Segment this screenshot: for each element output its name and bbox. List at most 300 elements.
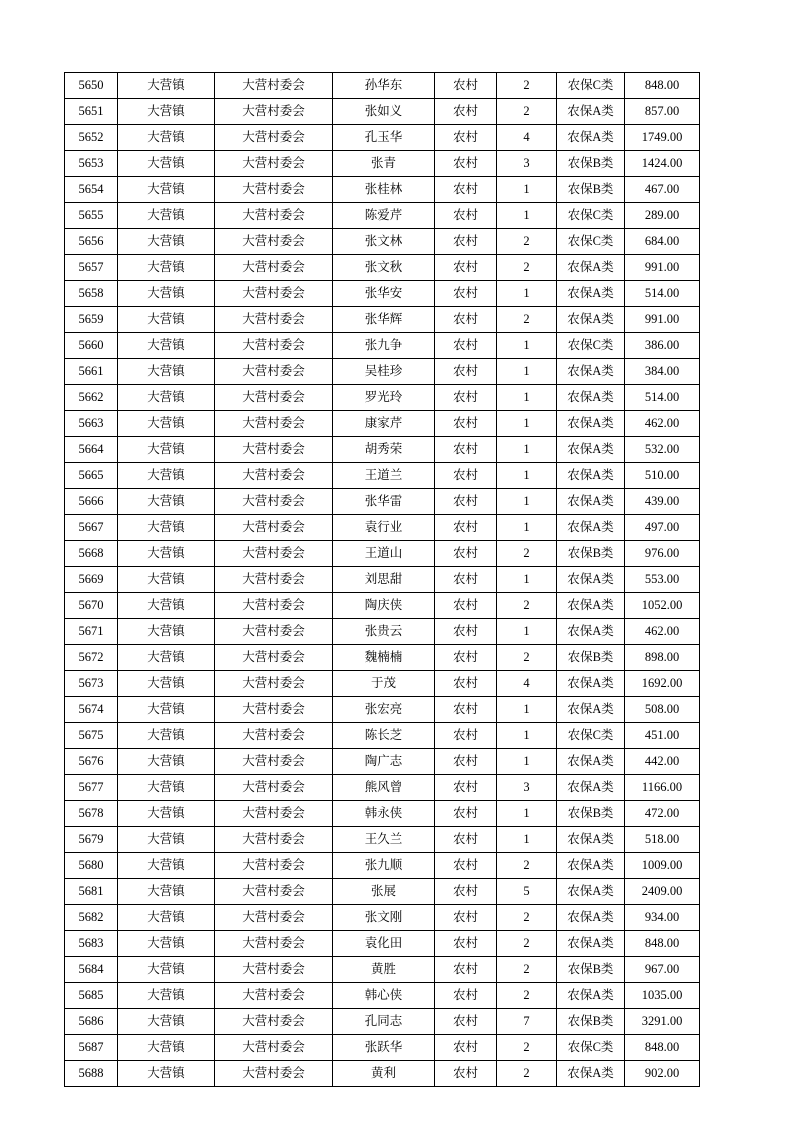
cell-residence-type: 农村	[435, 775, 497, 801]
cell-name: 张贵云	[333, 619, 435, 645]
cell-amount: 1052.00	[625, 593, 700, 619]
cell-village-committee: 大营村委会	[215, 411, 333, 437]
cell-town: 大营镇	[118, 281, 215, 307]
cell-town: 大营镇	[118, 671, 215, 697]
cell-town: 大营镇	[118, 411, 215, 437]
cell-residence-type: 农村	[435, 619, 497, 645]
cell-insurance-category: 农保A类	[557, 879, 625, 905]
cell-town: 大营镇	[118, 983, 215, 1009]
cell-person-count: 2	[497, 931, 557, 957]
cell-person-count: 1	[497, 723, 557, 749]
cell-residence-type: 农村	[435, 229, 497, 255]
cell-name: 张跃华	[333, 1035, 435, 1061]
cell-residence-type: 农村	[435, 411, 497, 437]
cell-residence-type: 农村	[435, 359, 497, 385]
cell-name: 王久兰	[333, 827, 435, 853]
cell-village-committee: 大营村委会	[215, 359, 333, 385]
cell-name: 张桂林	[333, 177, 435, 203]
table-row	[65, 99, 700, 125]
cell-town: 大营镇	[118, 385, 215, 411]
cell-serial-number: 5678	[65, 801, 118, 827]
cell-amount: 991.00	[625, 255, 700, 281]
cell-person-count: 2	[497, 229, 557, 255]
cell-town: 大营镇	[118, 463, 215, 489]
cell-residence-type: 农村	[435, 879, 497, 905]
cell-town: 大营镇	[118, 229, 215, 255]
cell-amount: 848.00	[625, 73, 700, 99]
cell-town: 大营镇	[118, 567, 215, 593]
cell-village-committee: 大营村委会	[215, 385, 333, 411]
cell-person-count: 1	[497, 515, 557, 541]
cell-insurance-category: 农保A类	[557, 619, 625, 645]
cell-village-committee: 大营村委会	[215, 463, 333, 489]
cell-insurance-category: 农保A类	[557, 567, 625, 593]
cell-serial-number: 5655	[65, 203, 118, 229]
cell-serial-number: 5659	[65, 307, 118, 333]
cell-serial-number: 5688	[65, 1061, 118, 1087]
cell-amount: 462.00	[625, 411, 700, 437]
cell-name: 刘思甜	[333, 567, 435, 593]
cell-residence-type: 农村	[435, 1035, 497, 1061]
cell-town: 大营镇	[118, 931, 215, 957]
cell-residence-type: 农村	[435, 853, 497, 879]
cell-serial-number: 5667	[65, 515, 118, 541]
cell-serial-number: 5686	[65, 1009, 118, 1035]
cell-amount: 1424.00	[625, 151, 700, 177]
cell-insurance-category: 农保A类	[557, 905, 625, 931]
cell-village-committee: 大营村委会	[215, 775, 333, 801]
cell-insurance-category: 农保C类	[557, 333, 625, 359]
cell-serial-number: 5683	[65, 931, 118, 957]
cell-town: 大营镇	[118, 151, 215, 177]
cell-amount: 467.00	[625, 177, 700, 203]
table-row	[65, 1061, 700, 1087]
cell-insurance-category: 农保C类	[557, 203, 625, 229]
cell-name: 熊风曾	[333, 775, 435, 801]
table-row	[65, 281, 700, 307]
cell-town: 大营镇	[118, 723, 215, 749]
cell-insurance-category: 农保A类	[557, 411, 625, 437]
cell-residence-type: 农村	[435, 541, 497, 567]
cell-insurance-category: 农保A类	[557, 125, 625, 151]
cell-person-count: 1	[497, 333, 557, 359]
cell-name: 张华安	[333, 281, 435, 307]
cell-amount: 1035.00	[625, 983, 700, 1009]
cell-amount: 508.00	[625, 697, 700, 723]
table-row	[65, 905, 700, 931]
cell-serial-number: 5653	[65, 151, 118, 177]
cell-residence-type: 农村	[435, 203, 497, 229]
cell-name: 王道山	[333, 541, 435, 567]
cell-village-committee: 大营村委会	[215, 957, 333, 983]
cell-person-count: 1	[497, 567, 557, 593]
cell-name: 张宏亮	[333, 697, 435, 723]
cell-residence-type: 农村	[435, 99, 497, 125]
cell-residence-type: 农村	[435, 1009, 497, 1035]
cell-residence-type: 农村	[435, 645, 497, 671]
cell-serial-number: 5666	[65, 489, 118, 515]
table-row	[65, 333, 700, 359]
cell-town: 大营镇	[118, 99, 215, 125]
cell-person-count: 1	[497, 827, 557, 853]
cell-serial-number: 5670	[65, 593, 118, 619]
table-row	[65, 723, 700, 749]
cell-name: 袁行业	[333, 515, 435, 541]
cell-amount: 848.00	[625, 1035, 700, 1061]
cell-serial-number: 5651	[65, 99, 118, 125]
table-row	[65, 931, 700, 957]
cell-serial-number: 5671	[65, 619, 118, 645]
cell-insurance-category: 农保B类	[557, 645, 625, 671]
table-row	[65, 567, 700, 593]
table-row	[65, 385, 700, 411]
cell-serial-number: 5677	[65, 775, 118, 801]
cell-person-count: 1	[497, 801, 557, 827]
cell-name: 张九争	[333, 333, 435, 359]
cell-person-count: 2	[497, 541, 557, 567]
table-row	[65, 125, 700, 151]
cell-town: 大营镇	[118, 879, 215, 905]
cell-amount: 684.00	[625, 229, 700, 255]
cell-amount: 934.00	[625, 905, 700, 931]
cell-town: 大营镇	[118, 801, 215, 827]
cell-amount: 442.00	[625, 749, 700, 775]
table-row	[65, 671, 700, 697]
cell-serial-number: 5684	[65, 957, 118, 983]
table-row	[65, 983, 700, 1009]
cell-person-count: 1	[497, 177, 557, 203]
cell-village-committee: 大营村委会	[215, 1035, 333, 1061]
cell-village-committee: 大营村委会	[215, 801, 333, 827]
table-row	[65, 645, 700, 671]
cell-name: 王道兰	[333, 463, 435, 489]
cell-village-committee: 大营村委会	[215, 333, 333, 359]
cell-village-committee: 大营村委会	[215, 489, 333, 515]
cell-name: 陈长芝	[333, 723, 435, 749]
cell-village-committee: 大营村委会	[215, 879, 333, 905]
cell-town: 大营镇	[118, 437, 215, 463]
cell-insurance-category: 农保A类	[557, 463, 625, 489]
cell-name: 张九顺	[333, 853, 435, 879]
cell-person-count: 2	[497, 1061, 557, 1087]
table-row	[65, 879, 700, 905]
table-row	[65, 1035, 700, 1061]
cell-insurance-category: 农保B类	[557, 177, 625, 203]
cell-residence-type: 农村	[435, 983, 497, 1009]
cell-residence-type: 农村	[435, 957, 497, 983]
cell-village-committee: 大营村委会	[215, 1061, 333, 1087]
cell-village-committee: 大营村委会	[215, 1009, 333, 1035]
cell-village-committee: 大营村委会	[215, 151, 333, 177]
cell-village-committee: 大营村委会	[215, 515, 333, 541]
cell-insurance-category: 农保A类	[557, 827, 625, 853]
cell-serial-number: 5685	[65, 983, 118, 1009]
cell-town: 大营镇	[118, 73, 215, 99]
cell-town: 大营镇	[118, 905, 215, 931]
cell-residence-type: 农村	[435, 515, 497, 541]
cell-name: 黄利	[333, 1061, 435, 1087]
cell-insurance-category: 农保A类	[557, 255, 625, 281]
cell-serial-number: 5660	[65, 333, 118, 359]
cell-amount: 451.00	[625, 723, 700, 749]
cell-town: 大营镇	[118, 1035, 215, 1061]
cell-person-count: 1	[497, 697, 557, 723]
cell-name: 罗光玲	[333, 385, 435, 411]
cell-insurance-category: 农保A类	[557, 307, 625, 333]
cell-name: 孔玉华	[333, 125, 435, 151]
cell-serial-number: 5682	[65, 905, 118, 931]
cell-amount: 497.00	[625, 515, 700, 541]
cell-name: 韩心侠	[333, 983, 435, 1009]
table-row	[65, 957, 700, 983]
cell-insurance-category: 农保A类	[557, 671, 625, 697]
cell-insurance-category: 农保A类	[557, 775, 625, 801]
cell-amount: 991.00	[625, 307, 700, 333]
cell-name: 张华雷	[333, 489, 435, 515]
cell-insurance-category: 农保C类	[557, 73, 625, 99]
table-row	[65, 307, 700, 333]
cell-serial-number: 5687	[65, 1035, 118, 1061]
cell-name: 张青	[333, 151, 435, 177]
cell-amount: 976.00	[625, 541, 700, 567]
cell-residence-type: 农村	[435, 1061, 497, 1087]
cell-residence-type: 农村	[435, 905, 497, 931]
cell-amount: 514.00	[625, 385, 700, 411]
cell-name: 韩永侠	[333, 801, 435, 827]
table-row	[65, 255, 700, 281]
cell-amount: 518.00	[625, 827, 700, 853]
cell-village-committee: 大营村委会	[215, 983, 333, 1009]
cell-amount: 439.00	[625, 489, 700, 515]
cell-town: 大营镇	[118, 697, 215, 723]
cell-residence-type: 农村	[435, 177, 497, 203]
cell-village-committee: 大营村委会	[215, 281, 333, 307]
cell-person-count: 3	[497, 775, 557, 801]
cell-village-committee: 大营村委会	[215, 567, 333, 593]
cell-residence-type: 农村	[435, 151, 497, 177]
cell-person-count: 1	[497, 359, 557, 385]
cell-person-count: 1	[497, 749, 557, 775]
cell-serial-number: 5668	[65, 541, 118, 567]
cell-serial-number: 5674	[65, 697, 118, 723]
cell-village-committee: 大营村委会	[215, 229, 333, 255]
table-row	[65, 541, 700, 567]
cell-residence-type: 农村	[435, 801, 497, 827]
cell-town: 大营镇	[118, 125, 215, 151]
cell-town: 大营镇	[118, 593, 215, 619]
table-row	[65, 359, 700, 385]
cell-village-committee: 大营村委会	[215, 203, 333, 229]
cell-village-committee: 大营村委会	[215, 905, 333, 931]
cell-person-count: 2	[497, 593, 557, 619]
cell-insurance-category: 农保A类	[557, 853, 625, 879]
cell-insurance-category: 农保B类	[557, 957, 625, 983]
cell-village-committee: 大营村委会	[215, 619, 333, 645]
table-row	[65, 437, 700, 463]
cell-amount: 2409.00	[625, 879, 700, 905]
cell-insurance-category: 农保B类	[557, 541, 625, 567]
cell-amount: 289.00	[625, 203, 700, 229]
cell-name: 张华辉	[333, 307, 435, 333]
cell-town: 大营镇	[118, 489, 215, 515]
cell-insurance-category: 农保A类	[557, 489, 625, 515]
cell-amount: 472.00	[625, 801, 700, 827]
cell-village-committee: 大营村委会	[215, 697, 333, 723]
cell-insurance-category: 农保B类	[557, 151, 625, 177]
cell-name: 陈爱芹	[333, 203, 435, 229]
cell-amount: 386.00	[625, 333, 700, 359]
cell-name: 袁化田	[333, 931, 435, 957]
cell-village-committee: 大营村委会	[215, 853, 333, 879]
table-row	[65, 515, 700, 541]
cell-amount: 1009.00	[625, 853, 700, 879]
cell-name: 张文刚	[333, 905, 435, 931]
cell-amount: 1692.00	[625, 671, 700, 697]
cell-serial-number: 5681	[65, 879, 118, 905]
cell-person-count: 2	[497, 73, 557, 99]
table-row	[65, 229, 700, 255]
cell-insurance-category: 农保C类	[557, 723, 625, 749]
cell-town: 大营镇	[118, 957, 215, 983]
cell-serial-number: 5664	[65, 437, 118, 463]
cell-person-count: 1	[497, 203, 557, 229]
cell-village-committee: 大营村委会	[215, 73, 333, 99]
cell-amount: 967.00	[625, 957, 700, 983]
cell-person-count: 2	[497, 645, 557, 671]
table-row	[65, 801, 700, 827]
cell-person-count: 2	[497, 957, 557, 983]
cell-name: 吴桂珍	[333, 359, 435, 385]
cell-residence-type: 农村	[435, 255, 497, 281]
table-row	[65, 827, 700, 853]
cell-serial-number: 5680	[65, 853, 118, 879]
cell-name: 胡秀荣	[333, 437, 435, 463]
cell-amount: 1749.00	[625, 125, 700, 151]
cell-person-count: 1	[497, 281, 557, 307]
cell-amount: 3291.00	[625, 1009, 700, 1035]
cell-person-count: 2	[497, 853, 557, 879]
cell-insurance-category: 农保B类	[557, 1009, 625, 1035]
cell-village-committee: 大营村委会	[215, 593, 333, 619]
table-row	[65, 203, 700, 229]
cell-insurance-category: 农保A类	[557, 931, 625, 957]
cell-town: 大营镇	[118, 827, 215, 853]
cell-village-committee: 大营村委会	[215, 177, 333, 203]
cell-name: 张如义	[333, 99, 435, 125]
cell-village-committee: 大营村委会	[215, 255, 333, 281]
cell-town: 大营镇	[118, 515, 215, 541]
cell-serial-number: 5673	[65, 671, 118, 697]
cell-person-count: 5	[497, 879, 557, 905]
cell-town: 大营镇	[118, 333, 215, 359]
cell-town: 大营镇	[118, 1061, 215, 1087]
cell-amount: 510.00	[625, 463, 700, 489]
cell-town: 大营镇	[118, 775, 215, 801]
cell-person-count: 4	[497, 671, 557, 697]
cell-residence-type: 农村	[435, 385, 497, 411]
cell-residence-type: 农村	[435, 593, 497, 619]
cell-insurance-category: 农保A类	[557, 385, 625, 411]
cell-serial-number: 5650	[65, 73, 118, 99]
cell-insurance-category: 农保A类	[557, 697, 625, 723]
cell-name: 陶广志	[333, 749, 435, 775]
cell-town: 大营镇	[118, 619, 215, 645]
table-row	[65, 177, 700, 203]
cell-person-count: 2	[497, 1035, 557, 1061]
cell-residence-type: 农村	[435, 827, 497, 853]
cell-person-count: 1	[497, 385, 557, 411]
cell-serial-number: 5676	[65, 749, 118, 775]
cell-residence-type: 农村	[435, 281, 497, 307]
cell-town: 大营镇	[118, 1009, 215, 1035]
table-row	[65, 697, 700, 723]
table-row	[65, 853, 700, 879]
cell-amount: 553.00	[625, 567, 700, 593]
cell-serial-number: 5656	[65, 229, 118, 255]
cell-residence-type: 农村	[435, 749, 497, 775]
cell-village-committee: 大营村委会	[215, 125, 333, 151]
cell-insurance-category: 农保A类	[557, 515, 625, 541]
cell-amount: 1166.00	[625, 775, 700, 801]
cell-serial-number: 5652	[65, 125, 118, 151]
cell-person-count: 2	[497, 983, 557, 1009]
cell-town: 大营镇	[118, 853, 215, 879]
cell-insurance-category: 农保A类	[557, 1061, 625, 1087]
cell-residence-type: 农村	[435, 671, 497, 697]
cell-serial-number: 5657	[65, 255, 118, 281]
cell-village-committee: 大营村委会	[215, 437, 333, 463]
cell-serial-number: 5662	[65, 385, 118, 411]
cell-amount: 857.00	[625, 99, 700, 125]
cell-amount: 462.00	[625, 619, 700, 645]
table-row	[65, 593, 700, 619]
cell-insurance-category: 农保C类	[557, 229, 625, 255]
cell-town: 大营镇	[118, 749, 215, 775]
cell-insurance-category: 农保A类	[557, 983, 625, 1009]
cell-residence-type: 农村	[435, 73, 497, 99]
cell-insurance-category: 农保A类	[557, 281, 625, 307]
cell-serial-number: 5672	[65, 645, 118, 671]
table-row	[65, 151, 700, 177]
cell-name: 张文秋	[333, 255, 435, 281]
table-body	[65, 73, 700, 1087]
cell-name: 孙华东	[333, 73, 435, 99]
cell-serial-number: 5679	[65, 827, 118, 853]
table-row	[65, 411, 700, 437]
cell-residence-type: 农村	[435, 567, 497, 593]
cell-village-committee: 大营村委会	[215, 931, 333, 957]
cell-person-count: 1	[497, 463, 557, 489]
cell-village-committee: 大营村委会	[215, 827, 333, 853]
cell-person-count: 1	[497, 489, 557, 515]
cell-insurance-category: 农保A类	[557, 359, 625, 385]
cell-insurance-category: 农保A类	[557, 99, 625, 125]
cell-name: 孔同志	[333, 1009, 435, 1035]
cell-amount: 902.00	[625, 1061, 700, 1087]
cell-person-count: 2	[497, 255, 557, 281]
cell-insurance-category: 农保A类	[557, 437, 625, 463]
cell-name: 于茂	[333, 671, 435, 697]
cell-insurance-category: 农保A类	[557, 593, 625, 619]
cell-town: 大营镇	[118, 541, 215, 567]
cell-person-count: 4	[497, 125, 557, 151]
cell-person-count: 7	[497, 1009, 557, 1035]
cell-name: 张文林	[333, 229, 435, 255]
table-row	[65, 463, 700, 489]
cell-serial-number: 5669	[65, 567, 118, 593]
cell-name: 黄胜	[333, 957, 435, 983]
cell-person-count: 1	[497, 411, 557, 437]
